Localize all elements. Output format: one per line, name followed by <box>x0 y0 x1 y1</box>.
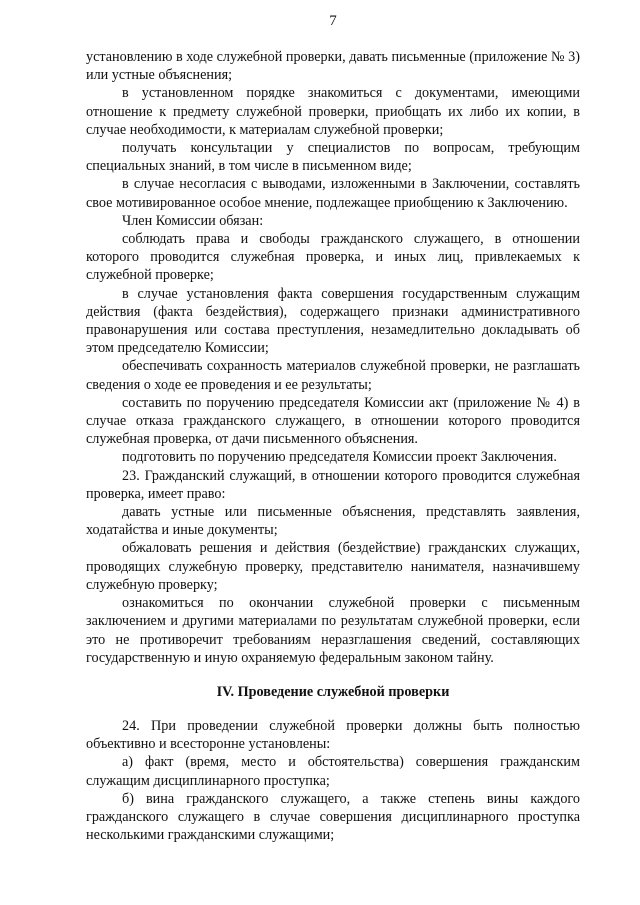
paragraph: 24. При проведении служебной проверки должны быть полностью объективно и всесторонне установлены: <box>86 717 580 753</box>
paragraph: в случае установления факта совершения государственным служащим действия (факта бездействия), содержащего признаки административного правонарушения или состава преступления, незамедлительно докладывать об этом председателю Комиссии; <box>86 285 580 357</box>
paragraphs-before <box>86 48 580 667</box>
paragraph: 23. Гражданский служащий, в отношении которого проводится служебная проверка, имеет право: <box>86 467 580 502</box>
paragraph: Член Комиссии обязан: <box>122 212 264 229</box>
paragraph: ознакомиться по окончании служебной проверки с письменным заключением и другими материалами по результатам служебной проверки, если это не противоречит требованиям неразглашения сведений, составляющих государственную и иную охраняемую федеральным законом тайну. <box>86 595 580 666</box>
section-heading: IV. Проведение служебной проверки <box>216 683 450 700</box>
paragraph: давать устные или письменные объяснения, представлять заявления, ходатайства и иные документы; <box>86 504 580 539</box>
paragraph: в установленном порядке знакомиться с документами, имеющими отношение к предмету служебной проверки, приобщать их либо их копии, в случае необходимости, к материалам служебной проверки; <box>86 85 580 138</box>
paragraph: подготовить по поручению председателя Комиссии проект Заключения. <box>122 449 557 466</box>
paragraph: в случае несогласия с выводами, изложенными в Заключении, составлять свое мотивированное особое мнение, подлежащее приобщению к Заключению. <box>86 176 580 211</box>
paragraph: б) вина гражданского служащего, а также степень вины каждого гражданского служащего в случае совершения дисциплинарного проступка несколькими гражданскими служащими; <box>86 790 580 844</box>
page-number: 7 <box>329 13 337 29</box>
paragraph: обжаловать решения и действия (бездействие) гражданских служащих, проводящих служебную проверку, представителю нанимателя, назначившему служебную проверку; <box>86 540 580 593</box>
paragraphs-after <box>86 717 580 844</box>
paragraph: получать консультации у специалистов по вопросам, требующим специальных знаний, в том числе в письменном виде; <box>86 140 580 175</box>
paragraph: соблюдать права и свободы гражданского служащего, в отношении которого проводится служебная проверка, и иных лиц, привлекаемых к служебной проверке; <box>86 231 580 284</box>
paragraph: обеспечивать сохранность материалов служебной проверки, не разглашать сведения о ходе ее проведения и ее результаты; <box>86 358 580 393</box>
paragraph: составить по поручению председателя Комиссии акт (приложение № 4) в случае отказа гражданского служащего, в отношении которого проводится служебная проверка, от дачи письменного объяснения. <box>86 394 580 448</box>
paragraph: а) факт (время, место и обстоятельства) совершения гражданским служащим дисциплинарного проступка; <box>86 754 580 789</box>
paragraph: установлению в ходе служебной проверки, давать письменные (приложение № 3) или устные объяснения; <box>86 49 580 84</box>
